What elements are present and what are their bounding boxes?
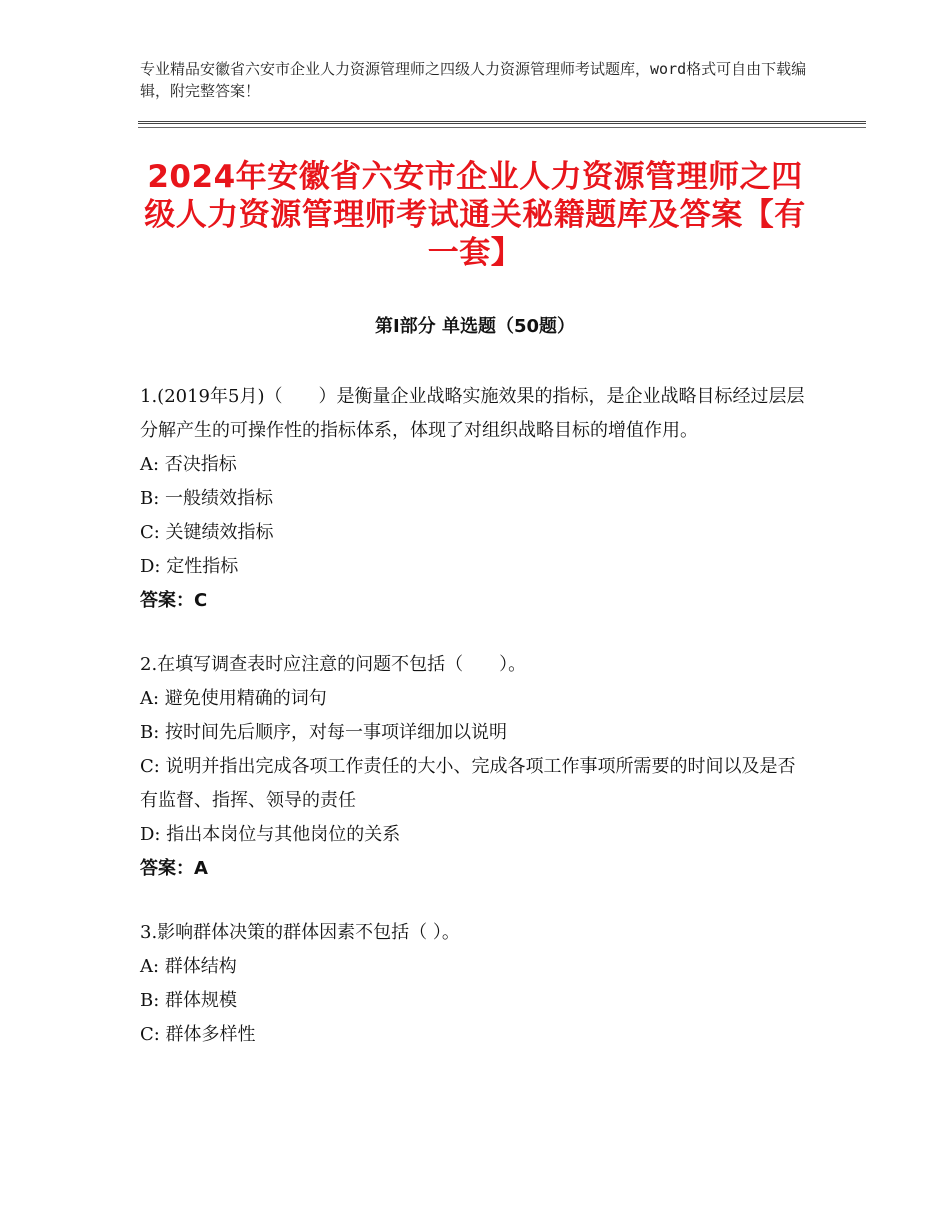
question-option: B: 一般绩效指标 xyxy=(140,488,274,509)
question-option: A: 避免使用精确的词句 xyxy=(140,688,327,709)
section-heading: 第Ⅰ部分 单选题（50题） xyxy=(374,316,575,337)
question-option: B: 按时间先后顺序，对每一事项详细加以说明 xyxy=(140,722,508,743)
document-title: 2024年安徽省六安市企业人力资源管理师之四级人力资源管理师考试通关秘籍题库及答案【有一套】 xyxy=(144,159,806,271)
question-item xyxy=(140,380,812,618)
question-stem: 3.影响群体决策的群体因素不包括（ ）。 xyxy=(140,922,460,943)
question-option: C: 说明并指出完成各项工作责任的大小、完成各项工作事项所需要的时间以及是否有监督、指挥、领导的责任 xyxy=(140,756,796,811)
question-option: D: 定性指标 xyxy=(140,556,239,577)
header-divider-thin xyxy=(138,127,866,128)
question-answer: 答案：C xyxy=(140,590,208,611)
question-stem: 1.(2019年5月)（ ）是衡量企业战略实施效果的指标，是企业战略目标经过层层分解产生的可操作性的指标体系，体现了对组织战略目标的增值作用。 xyxy=(140,386,805,441)
question-list xyxy=(140,380,812,1082)
question-option: A: 群体结构 xyxy=(140,956,237,977)
question-option: C: 关键绩效指标 xyxy=(140,522,274,543)
question-item xyxy=(140,916,812,1052)
header-divider xyxy=(138,121,866,124)
question-item xyxy=(140,648,812,886)
header-note: 专业精品安徽省六安市企业人力资源管理师之四级人力资源管理师考试题库，word格式可自由下载编辑，附完整答案！ xyxy=(140,60,807,100)
question-answer: 答案：A xyxy=(140,858,208,879)
question-option: A: 否决指标 xyxy=(140,454,237,475)
question-option: D: 指出本岗位与其他岗位的关系 xyxy=(140,824,401,845)
question-stem: 2.在填写调查表时应注意的问题不包括（ ）。 xyxy=(140,654,527,675)
question-option: C: 群体多样性 xyxy=(140,1024,256,1045)
question-option: B: 群体规模 xyxy=(140,990,238,1011)
